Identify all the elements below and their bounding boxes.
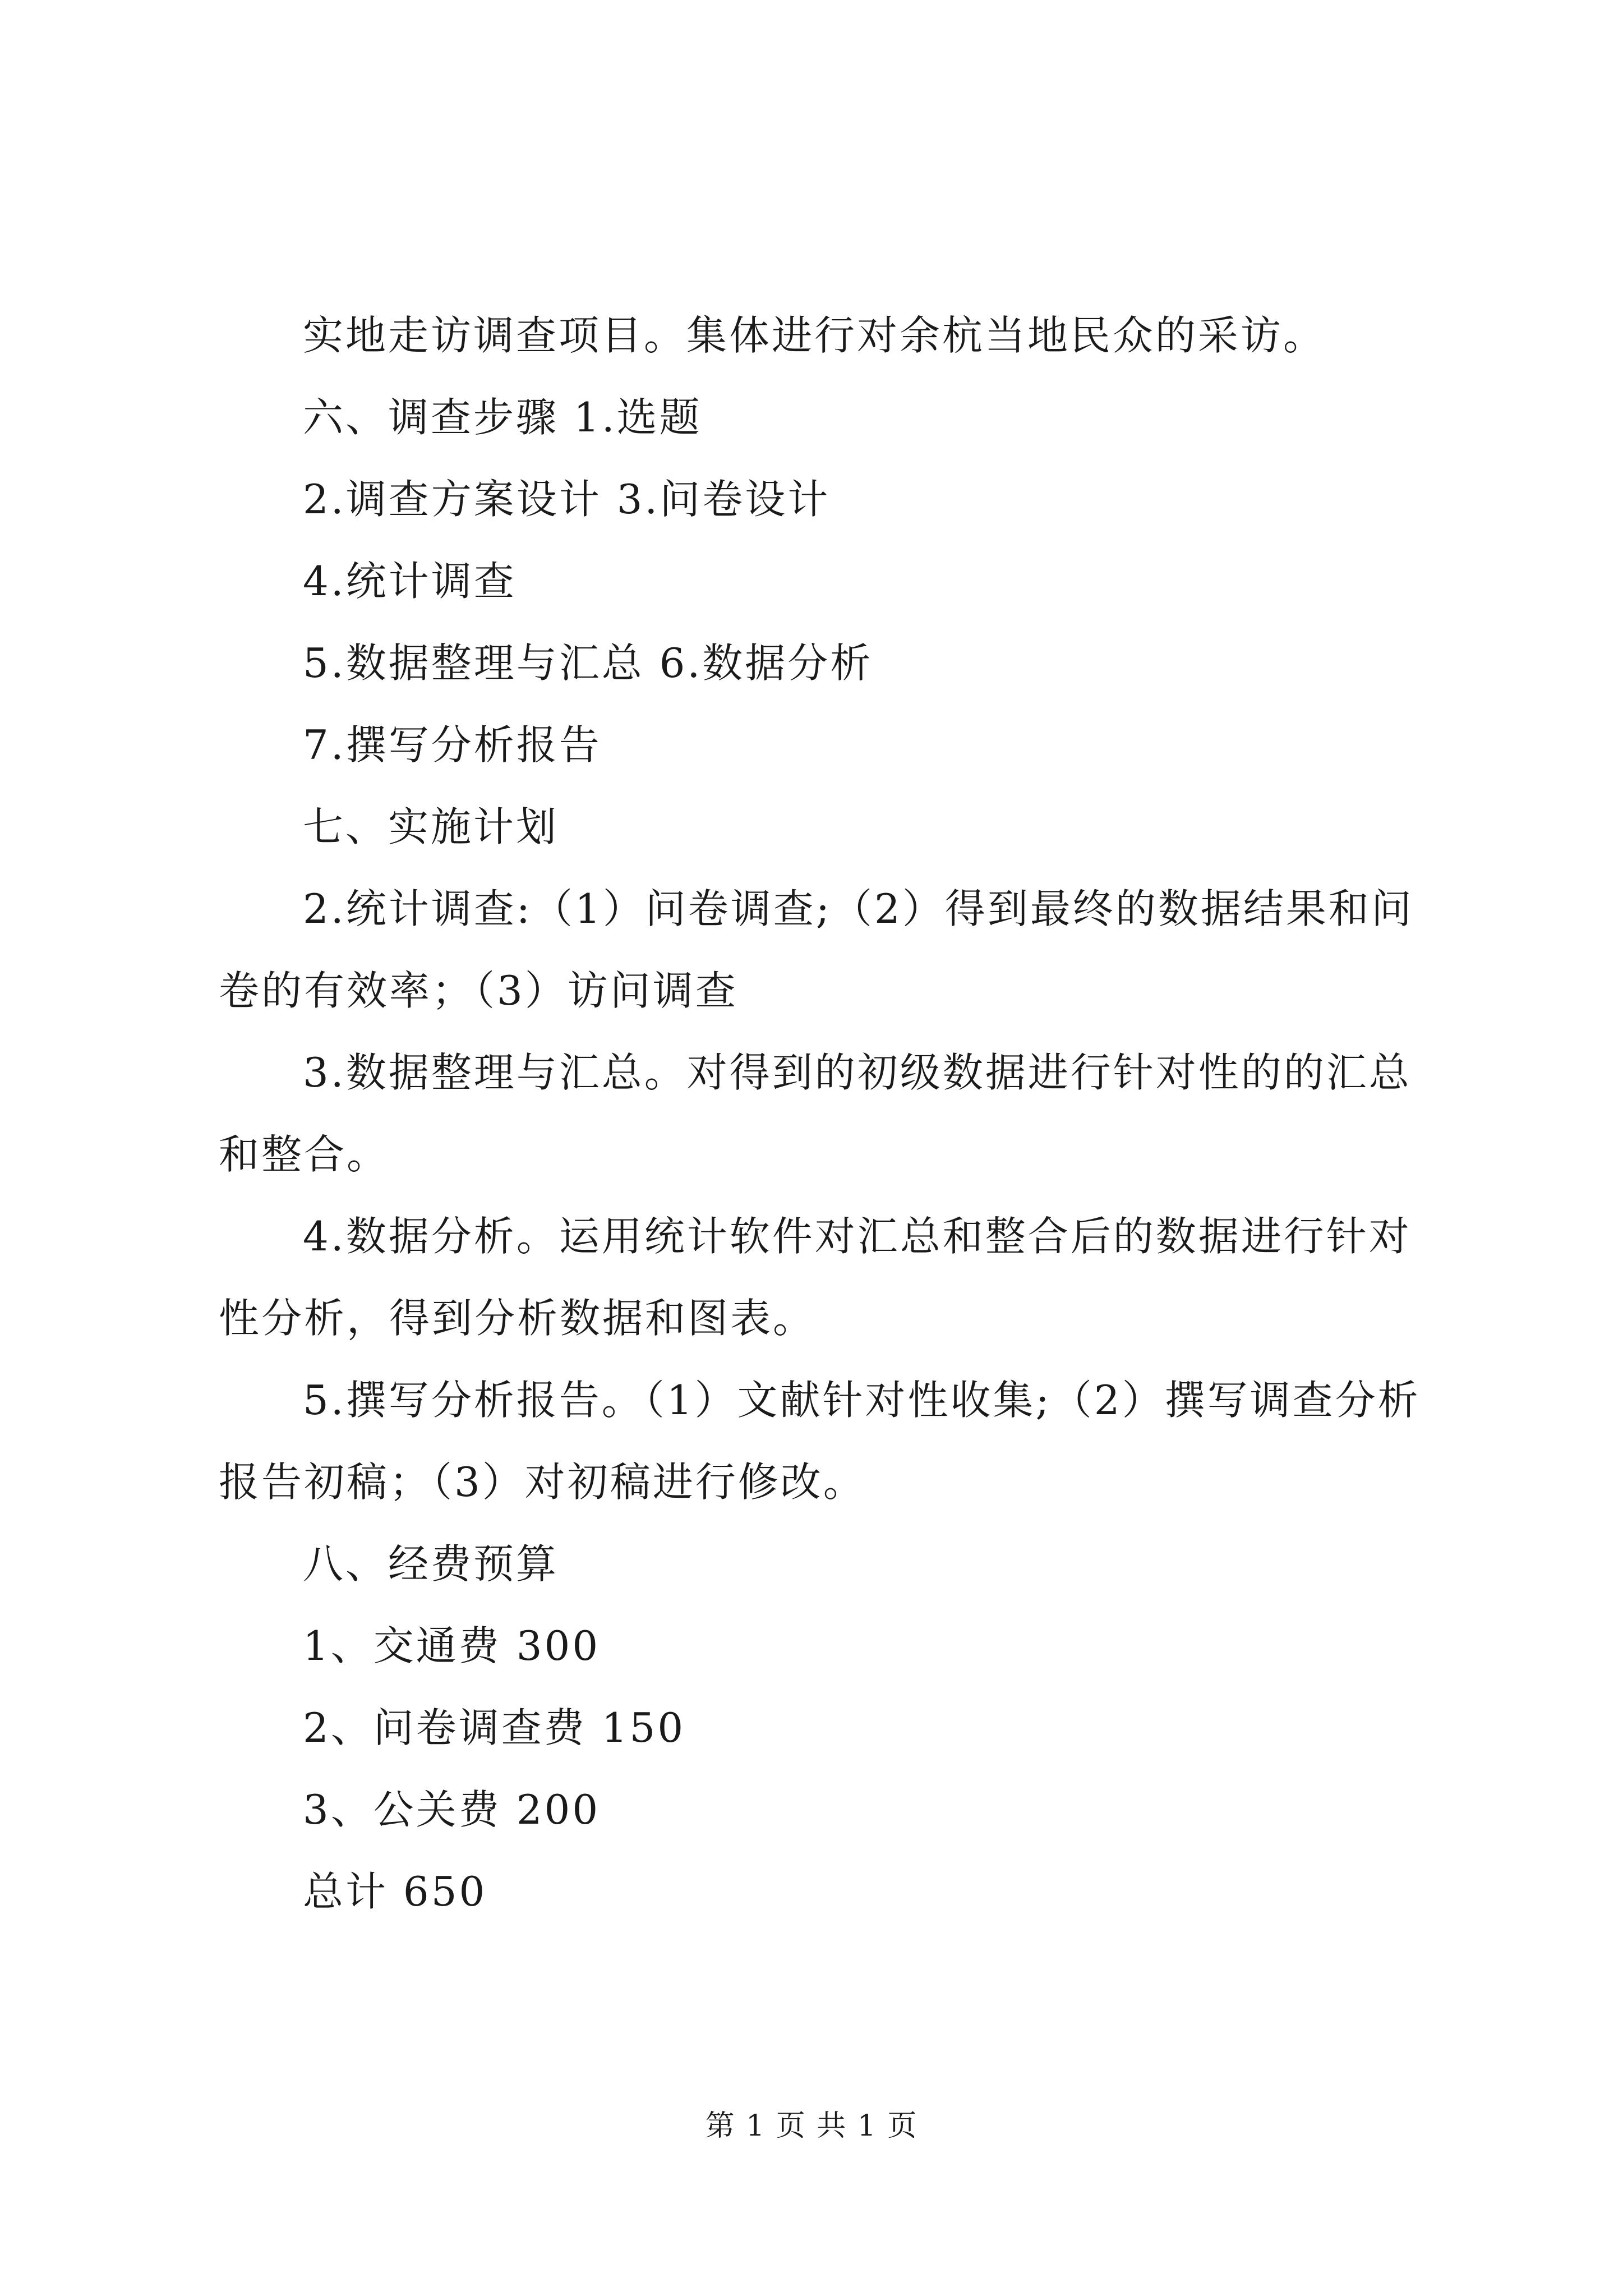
body-line: 实地走访调查项目。集体进行对余杭当地民众的采访。	[303, 312, 1326, 359]
budget-item: 3、公关费 200	[303, 1786, 601, 1833]
section-heading-steps: 六、调查步骤 1.选题	[303, 394, 702, 441]
page-footer: 第 1 页 共 1 页	[705, 2109, 918, 2143]
body-line: 5.数据整理与汇总 6.数据分析	[303, 639, 873, 687]
body-line: 性分析，得到分析数据和图表。	[219, 1295, 816, 1342]
body-line: 3.数据整理与汇总。对得到的初级数据进行针对性的的汇总	[303, 1049, 1412, 1096]
budget-item: 1、交通费 300	[303, 1622, 601, 1669]
body-line: 5.撰写分析报告。（1）文献针对性收集;（2）撰写调查分析	[303, 1377, 1421, 1424]
body-line: 报告初稿；（3）对初稿进行修改。	[219, 1458, 866, 1506]
body-line: 7.撰写分析报告	[303, 721, 602, 769]
body-line: 2.统计调查:（1）问卷调查;（2）得到最终的数据结果和问	[303, 885, 1414, 932]
body-line: 卷的有效率；（3）访问调查	[219, 967, 738, 1014]
body-line: 和整合。	[219, 1131, 390, 1178]
budget-total: 总计 650	[303, 1868, 487, 1915]
body-line: 4.统计调查	[303, 558, 517, 605]
body-line: 2.调查方案设计 3.问卷设计	[303, 476, 831, 523]
document-body	[219, 295, 1424, 1932]
budget-item: 2、问卷调查费 150	[303, 1704, 686, 1751]
body-line: 4.数据分析。运用统计软件对汇总和整合后的数据进行针对	[303, 1213, 1412, 1260]
section-heading-budget: 八、经费预算	[303, 1540, 559, 1588]
section-heading-plan: 七、实施计划	[303, 803, 559, 850]
